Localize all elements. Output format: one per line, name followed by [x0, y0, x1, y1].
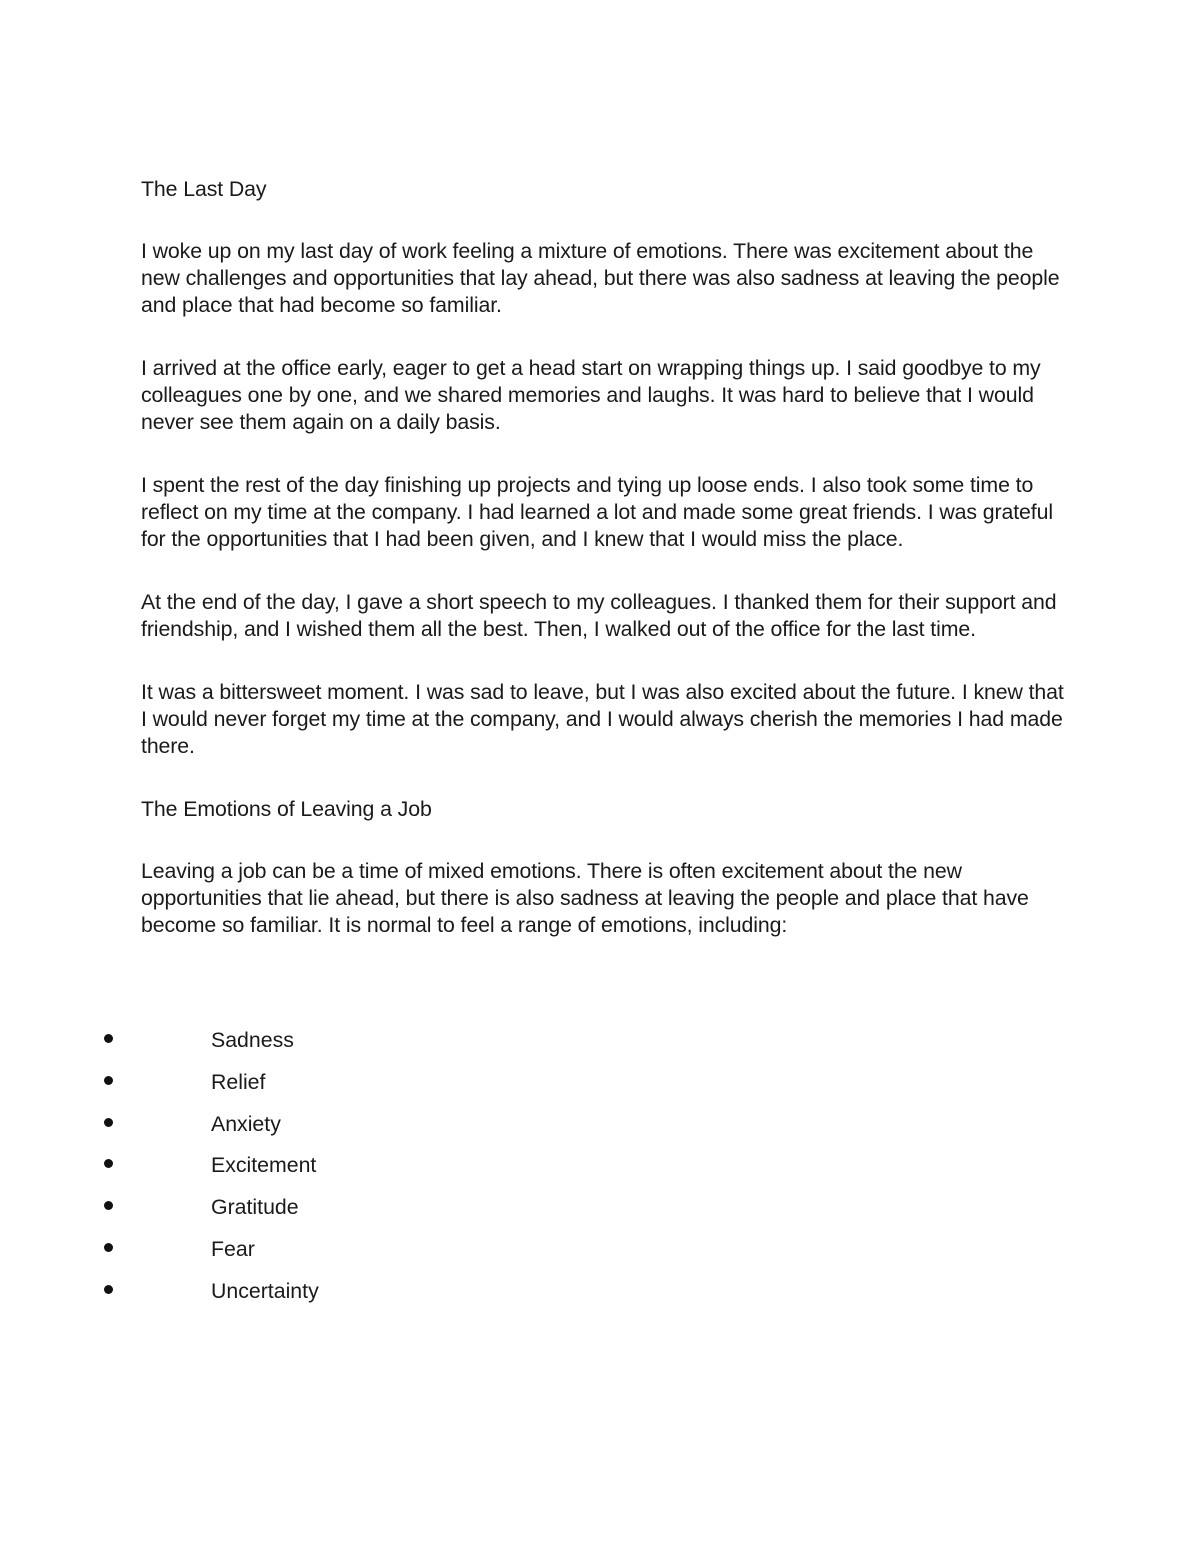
list-item-text: Gratitude [211, 1195, 299, 1220]
paragraph: Leaving a job can be a time of mixed emotions. There is often excitement about the new opportunities that lie ahead, but there is also sadness at leaving the people and place that have become so familiar. It is normal to feel a range of emotions, including: [141, 859, 1029, 937]
list-item-text: Sadness [211, 1028, 294, 1052]
list-item [0, 1025, 1200, 1067]
section-heading-last-day: The Last Day [141, 177, 267, 201]
bullet-icon [104, 1118, 113, 1127]
list-item-text: Fear [211, 1236, 255, 1261]
list-item-text: Relief [211, 1069, 266, 1094]
bullet-icon [104, 1159, 113, 1168]
list-item [0, 1067, 1200, 1109]
list-item-text: Uncertainty [211, 1278, 319, 1303]
paragraph: I woke up on my last day of work feeling a mixture of emotions. There was excitement about the new challenges and opportunities that lay ahead, but there was also sadness at leaving the people and place that had become so familiar. [141, 239, 1060, 317]
paragraph: It was a bittersweet moment. I was sad to leave, but I was also excited about the future. I knew that I would never forget my time at the company, and I would always cherish the memories I had made there. [141, 680, 1064, 758]
bullet-icon [104, 1201, 113, 1210]
emotions-bullet-list [0, 1025, 1200, 1318]
list-item-text: Excitement [211, 1153, 317, 1178]
paragraph: I spent the rest of the day finishing up projects and tying up loose ends. I also took some time to reflect on my time at the company. I had learned a lot and made some great friends. I was grateful for the opportunities that I had been given, and I knew that I would miss the place. [141, 473, 1053, 551]
bullet-icon [104, 1285, 113, 1294]
list-item-text: Anxiety [211, 1111, 281, 1136]
bullet-icon [104, 1243, 113, 1252]
list-item [0, 1276, 1200, 1318]
list-item [0, 1192, 1200, 1234]
section-heading-emotions: The Emotions of Leaving a Job [141, 797, 432, 821]
list-item [0, 1234, 1200, 1276]
document-body [141, 176, 1071, 939]
bullet-icon [104, 1034, 113, 1043]
list-item [0, 1109, 1200, 1151]
paragraph: At the end of the day, I gave a short speech to my colleagues. I thanked them for their support and friendship, and I wished them all the best. Then, I walked out of the office for the last time. [141, 590, 1057, 641]
paragraph: I arrived at the office early, eager to get a head start on wrapping things up. I said goodbye to my colleagues one by one, and we shared memories and laughs. It was hard to believe that I would never see them again on a daily basis. [141, 356, 1041, 434]
bullet-icon [104, 1076, 113, 1085]
list-item [0, 1150, 1200, 1192]
